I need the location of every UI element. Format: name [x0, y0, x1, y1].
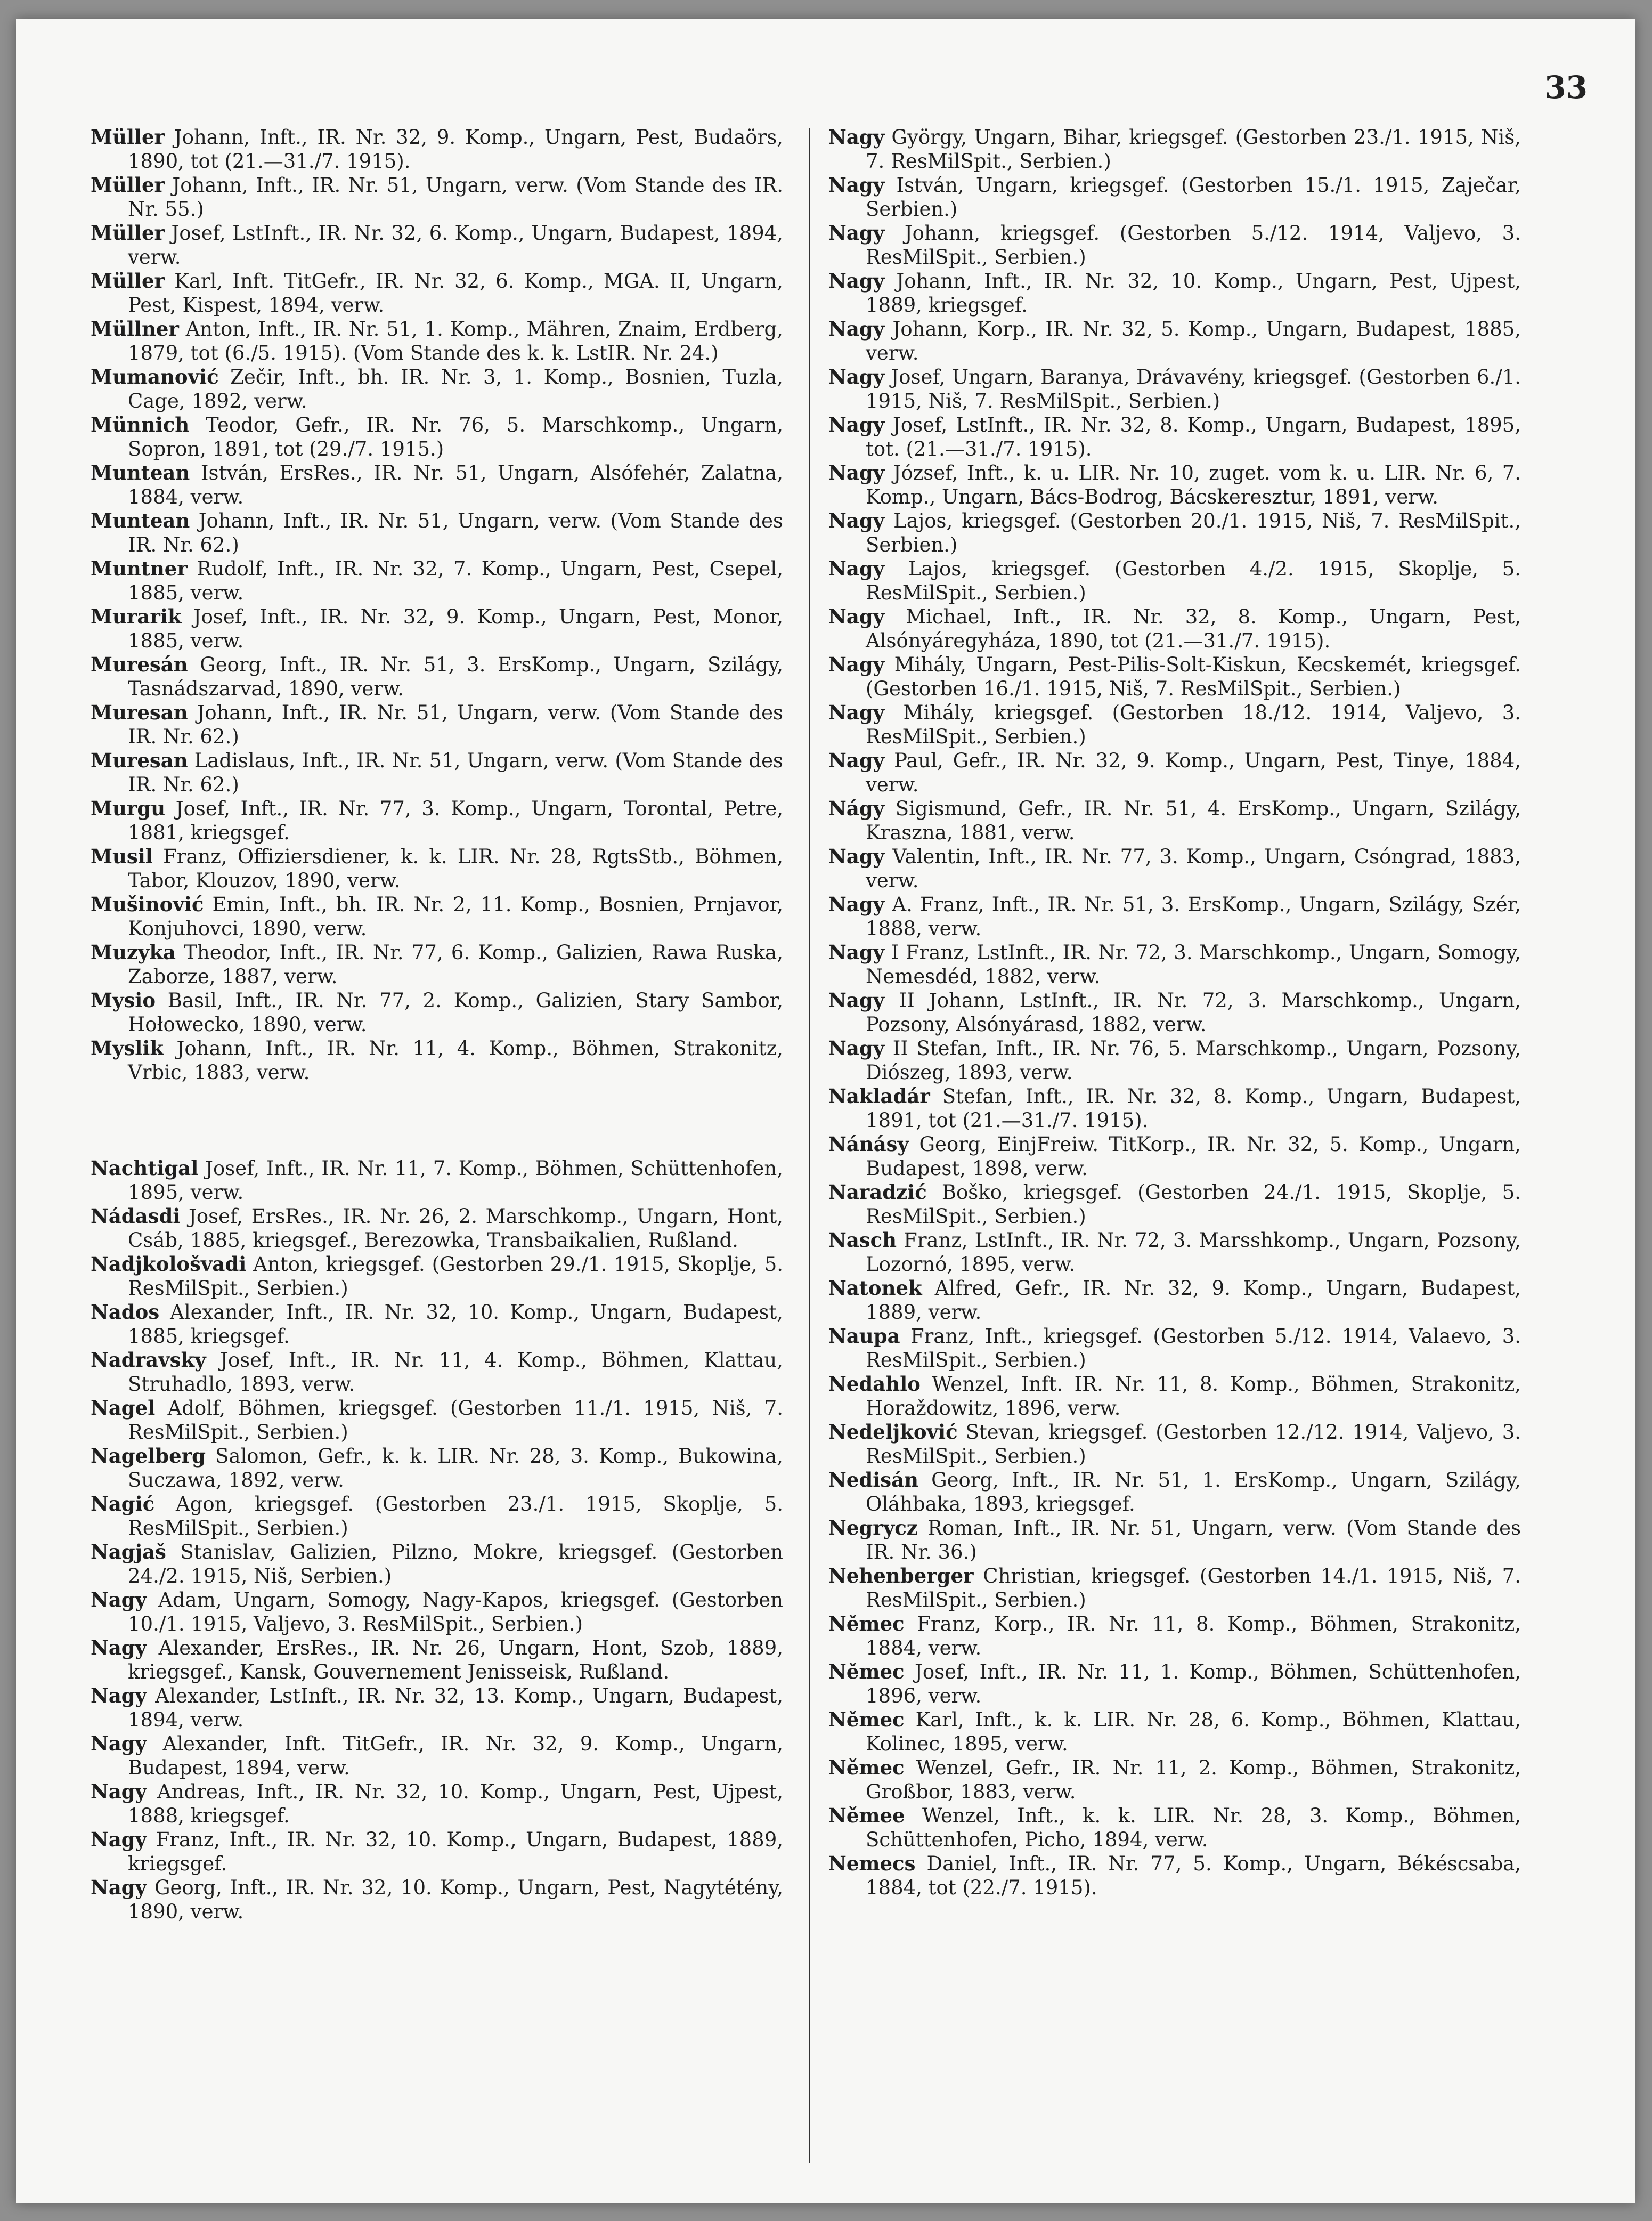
entry-surname: Müllner: [91, 317, 179, 341]
entry-details: Franz, Inft., kriegsgef. (Gestorben 5./12. 1914, Valaevo, 3. ResMilSpit., Serbien.): [866, 1325, 1521, 1372]
entry-details: II Stefan, Inft., IR. Nr. 76, 5. Marschkomp., Ungarn, Pozsony, Diószeg, 1893, verw.: [866, 1037, 1521, 1084]
entry-details: Alexander, LstInft., IR. Nr. 32, 13. Komp., Ungarn, Budapest, 1894, verw.: [128, 1684, 783, 1731]
entry-details: I Franz, LstInft., IR. Nr. 72, 3. Marschkomp., Ungarn, Somogy, Nemesdéd, 1882, verw.: [866, 941, 1521, 988]
entry-surname: Nagy: [828, 317, 885, 341]
entry-surname: Nagy: [828, 173, 885, 197]
entry-surname: Němec: [828, 1612, 905, 1635]
entry-surname: Müller: [91, 269, 165, 293]
entry-details: Franz, Inft., IR. Nr. 32, 10. Komp., Ungarn, Budapest, 1889, kriegsgef.: [128, 1828, 783, 1875]
entry-surname: Nemecs: [828, 1852, 916, 1875]
entry-details: A. Franz, Inft., IR. Nr. 51, 3. ErsKomp., Ungarn, Szilágy, Szér, 1888, verw.: [866, 893, 1521, 940]
entry-details: Georg, Inft., IR. Nr. 51, 1. ErsKomp., Ungarn, Szilágy, Oláhbaka, 1893, kriegsgef.: [866, 1469, 1521, 1515]
entry-surname: Naupa: [828, 1324, 900, 1348]
register-entry: [91, 365, 783, 413]
entry-surname: Nagy: [828, 941, 885, 964]
entry-details: Anton, kriegsgef. (Gestorben 29./1. 1915, Skoplje, 5. ResMilSpit., Serbien.): [128, 1253, 783, 1300]
entry-details: Zečir, Inft., bh. IR. Nr. 3, 1. Komp., Bosnien, Tuzla, Cage, 1892, verw.: [128, 366, 783, 412]
register-entry: [828, 893, 1521, 941]
register-entry: [828, 461, 1521, 509]
entry-details: József, Inft., k. u. LIR. Nr. 10, zuget. vom k. u. LIR. Nr. 6, 7. Komp., Ungarn, Bács-Bodrog, Bácskeresztur, 1891, verw.: [866, 461, 1521, 508]
entry-surname: Nagy: [91, 1828, 147, 1851]
entry-surname: Münnich: [91, 413, 190, 436]
entry-details: Valentin, Inft., IR. Nr. 77, 3. Komp., Ungarn, Csóngrad, 1883, verw.: [866, 845, 1521, 892]
section-gap: [91, 1084, 783, 1156]
register-entry: [91, 988, 783, 1036]
entry-details: Teodor, Gefr., IR. Nr. 76, 5. Marschkomp., Ungarn, Sopron, 1891, tot (29./7. 1915.): [128, 414, 784, 460]
register-entry: [91, 1876, 783, 1924]
page-number: 33: [1544, 69, 1588, 106]
register-entry: [828, 941, 1521, 988]
entry-surname: Nakladár: [828, 1084, 930, 1108]
entry-details: Wenzel, Inft. IR. Nr. 11, 8. Komp., Böhmen, Strakonitz, Horaždowitz, 1896, verw.: [866, 1373, 1521, 1420]
entry-details: Mihály, kriegsgef. (Gestorben 18./12. 1914, Valjevo, 3. ResMilSpit., Serbien.): [866, 701, 1521, 748]
entry-details: Christian, kriegsgef. (Gestorben 14./1. 1915, Niš, 7. ResMilSpit., Serbien.): [866, 1565, 1521, 1611]
entry-details: Daniel, Inft., IR. Nr. 77, 5. Komp., Ungarn, Békéscsaba, 1884, tot (22./7. 1915).: [866, 1852, 1521, 1899]
register-entry: [91, 221, 783, 269]
entry-details: Alexander, ErsRes., IR. Nr. 26, Ungarn, Hont, Szob, 1889, kriegsgef., Kansk, Gouvernement Jenisseisk, Rußland.: [128, 1636, 783, 1683]
entry-details: Adam, Ungarn, Somogy, Nagy-Kapos, kriegsgef. (Gestorben 10./1. 1915, Valjevo, 3. ResMilSpit., Serbien.): [128, 1588, 783, 1635]
register-entry: [828, 749, 1521, 797]
register-entry: [91, 845, 783, 893]
register-entry: [91, 269, 783, 317]
register-entry: [828, 221, 1521, 269]
register-entry: [828, 988, 1521, 1036]
entry-surname: Muresán: [91, 653, 188, 676]
left-column: [91, 125, 783, 1924]
register-entry: [828, 1180, 1521, 1228]
entry-surname: Nadravsky: [91, 1348, 206, 1372]
entry-surname: Muzyka: [91, 941, 176, 964]
entry-details: Lajos, kriegsgef. (Gestorben 4./2. 1915, Skoplje, 5. ResMilSpit., Serbien.): [866, 557, 1521, 604]
entry-surname: Nagy: [91, 1876, 147, 1899]
entry-details: II Johann, LstInft., IR. Nr. 72, 3. Marschkomp., Ungarn, Pozsony, Alsónyárasd, 1882, verw.: [866, 989, 1521, 1036]
entry-surname: Negrycz: [828, 1516, 918, 1539]
entry-surname: Nagy: [91, 1588, 147, 1611]
entry-details: Stefan, Inft., IR. Nr. 32, 8. Komp., Ungarn, Budapest, 1891, tot (21.—31./7. 1915).: [866, 1085, 1521, 1132]
entry-surname: Myslik: [91, 1036, 164, 1060]
entry-surname: Nasch: [828, 1228, 897, 1252]
register-entry: [91, 413, 783, 461]
entry-surname: Nagy: [91, 1780, 147, 1803]
register-entry: [91, 1732, 783, 1780]
entry-surname: Nagy: [91, 1636, 147, 1659]
entry-surname: Němee: [828, 1804, 905, 1827]
entry-surname: Nagy: [828, 269, 885, 293]
register-entry: [828, 1852, 1521, 1900]
entry-details: Josef, Inft., IR. Nr. 11, 1. Komp., Böhmen, Schüttenhofen, 1896, verw.: [866, 1660, 1521, 1707]
entry-details: Johann, Inft., IR. Nr. 51, Ungarn, verw. (Vom Stande des IR. Nr. 62.): [128, 701, 783, 748]
entry-surname: Nagy: [91, 1684, 147, 1707]
register-entry: [91, 1684, 783, 1732]
entry-surname: Nagy: [828, 893, 885, 916]
entry-surname: Muresan: [91, 701, 188, 724]
entry-details: Johann, Inft., IR. Nr. 11, 4. Komp., Böhmen, Strakonitz, Vrbic, 1883, verw.: [128, 1037, 783, 1084]
entry-surname: Muresan: [91, 749, 188, 772]
register-entry: [828, 269, 1521, 317]
register-entry: [91, 317, 783, 365]
entry-surname: Nedahlo: [828, 1372, 921, 1396]
entry-details: Stevan, kriegsgef. (Gestorben 12./12. 1914, Valjevo, 3. ResMilSpit., Serbien.): [866, 1421, 1521, 1468]
register-entry: [828, 797, 1521, 845]
entry-details: Josef, Ungarn, Baranya, Drávavény, kriegsgef. (Gestorben 6./1. 1915, Niš, 7. ResMilSpit., Serbien.): [866, 366, 1521, 412]
entry-surname: Nánásy: [828, 1132, 909, 1156]
entry-surname: Nagy: [828, 557, 885, 580]
entry-surname: Nachtigal: [91, 1156, 199, 1180]
entry-details: Adolf, Böhmen, kriegsgef. (Gestorben 11./1. 1915, Niš, 7. ResMilSpit., Serbien.): [128, 1397, 783, 1444]
entry-surname: Němec: [828, 1708, 905, 1731]
entry-details: Michael, Inft., IR. Nr. 32, 8. Komp., Ungarn, Pest, Alsónyáregyháza, 1890, tot (21.—31./7. 1915).: [866, 605, 1521, 652]
register-entry: [828, 365, 1521, 413]
entry-surname: Nagy: [828, 125, 885, 149]
entry-details: Ladislaus, Inft., IR. Nr. 51, Ungarn, verw. (Vom Stande des IR. Nr. 62.): [128, 749, 784, 796]
right-column: [828, 125, 1521, 1900]
entry-details: Josef, Inft., IR. Nr. 77, 3. Komp., Ungarn, Torontal, Petre, 1881, kriegsgef.: [128, 797, 783, 844]
entry-details: Josef, LstInft., IR. Nr. 32, 8. Komp., Ungarn, Budapest, 1895, tot. (21.—31./7. 1915).: [866, 414, 1521, 460]
entry-details: Johann, Inft., IR. Nr. 51, Ungarn, verw. (Vom Stande des IR. Nr. 55.): [128, 174, 783, 221]
entry-surname: Nagelberg: [91, 1444, 206, 1468]
entry-details: Lajos, kriegsgef. (Gestorben 20./1. 1915, Niš, 7. ResMilSpit., Serbien.): [866, 509, 1521, 556]
entry-details: Agon, kriegsgef. (Gestorben 23./1. 1915, Skoplje, 5. ResMilSpit., Serbien.): [128, 1493, 784, 1539]
register-entry: [828, 125, 1521, 173]
register-entry: [91, 1300, 783, 1348]
register-entry: [91, 605, 783, 653]
register-entry: [91, 1492, 783, 1540]
entry-details: Johann, Inft., IR. Nr. 51, Ungarn, verw. (Vom Stande des IR. Nr. 62.): [128, 509, 784, 556]
entry-details: Johann, kriegsgef. (Gestorben 5./12. 1914, Valjevo, 3. ResMilSpit., Serbien.): [866, 222, 1521, 269]
register-entry: [91, 1252, 783, 1300]
entry-surname: Nagy: [91, 1732, 147, 1755]
register-entry: [91, 173, 783, 221]
register-entry: [91, 1348, 783, 1396]
entry-surname: Nagić: [91, 1492, 155, 1515]
entry-surname: Nagjaš: [91, 1540, 166, 1563]
entry-details: Wenzel, Inft., k. k. LIR. Nr. 28, 3. Komp., Böhmen, Schüttenhofen, Picho, 1894, verw.: [866, 1804, 1521, 1851]
entry-surname: Nagy: [828, 221, 885, 245]
register-entry: [828, 701, 1521, 749]
register-entry: [828, 1804, 1521, 1852]
entry-surname: Murgu: [91, 797, 166, 820]
register-entry: [828, 1324, 1521, 1372]
entry-details: Josef, Inft., IR. Nr. 11, 7. Komp., Böhmen, Schüttenhofen, 1895, verw.: [128, 1157, 784, 1204]
entry-details: Alfred, Gefr., IR. Nr. 32, 9. Komp., Ungarn, Budapest, 1889, verw.: [866, 1277, 1521, 1324]
register-entry: [828, 1084, 1521, 1132]
entry-surname: Murarik: [91, 605, 182, 628]
register-entry: [828, 557, 1521, 605]
entry-details: Theodor, Inft., IR. Nr. 77, 6. Komp., Galizien, Rawa Ruska, Zaborze, 1887, verw.: [128, 941, 783, 988]
entry-surname: Nagel: [91, 1396, 156, 1420]
column-divider: [809, 128, 810, 2163]
entry-surname: Müller: [91, 173, 165, 197]
entry-surname: Nagy: [828, 988, 885, 1012]
register-entry: [828, 1660, 1521, 1708]
entry-details: Georg, Inft., IR. Nr. 32, 10. Komp., Ungarn, Pest, Nagytétény, 1890, verw.: [128, 1876, 783, 1923]
register-entry: [828, 1468, 1521, 1516]
entry-details: Wenzel, Gefr., IR. Nr. 11, 2. Komp., Böhmen, Strakonitz, Großbor, 1883, verw.: [866, 1756, 1521, 1803]
entry-details: Johann, Inft., IR. Nr. 32, 9. Komp., Ungarn, Pest, Budaörs, 1890, tot (21.—31./7. 1915).: [128, 126, 783, 173]
entry-surname: Naradzić: [828, 1180, 927, 1204]
register-entry: [828, 1564, 1521, 1612]
entry-details: Basil, Inft., IR. Nr. 77, 2. Komp., Galizien, Stary Sambor, Hołowecko, 1890, verw.: [128, 989, 783, 1036]
register-entry: [91, 125, 783, 173]
register-entry: [91, 797, 783, 845]
entry-surname: Nágy: [828, 797, 885, 820]
right-entries: [828, 125, 1521, 1900]
entry-details: Sigismund, Gefr., IR. Nr. 51, 4. ErsKomp., Ungarn, Szilágy, Kraszna, 1881, verw.: [866, 797, 1521, 844]
register-entry: [91, 941, 783, 988]
entry-details: Boško, kriegsgef. (Gestorben 24./1. 1915, Skoplje, 5. ResMilSpit., Serbien.): [866, 1181, 1521, 1228]
register-entry: [828, 605, 1521, 653]
entry-surname: Muntner: [91, 557, 188, 580]
entry-surname: Nagy: [828, 461, 885, 484]
entry-surname: Muntean: [91, 509, 190, 532]
left-entries-n: [91, 1156, 783, 1924]
entry-surname: Nagy: [828, 509, 885, 532]
register-entry: [828, 1372, 1521, 1420]
register-entry: [828, 1756, 1521, 1804]
entry-surname: Nagy: [828, 365, 885, 388]
entry-surname: Nagy: [828, 749, 885, 772]
register-entry: [91, 557, 783, 605]
register-entry: [91, 749, 783, 797]
entry-details: Franz, LstInft., IR. Nr. 72, 3. Marsshkomp., Ungarn, Pozsony, Lozornó, 1895, verw.: [866, 1229, 1521, 1276]
entry-details: Franz, Offiziersdiener, k. k. LIR. Nr. 28, RgtsStb., Böhmen, Tabor, Klouzov, 1890, verw.: [128, 845, 783, 892]
document-page: [16, 19, 1635, 2203]
entry-details: Josef, ErsRes., IR. Nr. 26, 2. Marschkomp., Ungarn, Hont, Csáb, 1885, kriegsgef., Berezowka, Transbaikalien, Rußland.: [128, 1205, 783, 1252]
register-entry: [91, 701, 783, 749]
entry-details: Alexander, Inft., IR. Nr. 32, 10. Komp., Ungarn, Budapest, 1885, kriegsgef.: [128, 1301, 784, 1348]
entry-details: Johann, Inft., IR. Nr. 32, 10. Komp., Ungarn, Pest, Ujpest, 1889, kriegsgef.: [866, 270, 1521, 317]
entry-surname: Mušinović: [91, 893, 204, 916]
register-entry: [828, 1420, 1521, 1468]
entry-surname: Mysio: [91, 988, 156, 1012]
entry-surname: Natonek: [828, 1276, 922, 1300]
register-entry: [91, 1540, 783, 1588]
register-entry: [91, 1156, 783, 1204]
entry-details: György, Ungarn, Bihar, kriegsgef. (Gestorben 23./1. 1915, Niš, 7. ResMilSpit., Serbien.): [866, 126, 1521, 173]
entry-surname: Nagy: [828, 701, 885, 724]
entry-details: Roman, Inft., IR. Nr. 51, Ungarn, verw. (Vom Stande des IR. Nr. 36.): [866, 1517, 1521, 1563]
entry-surname: Nagy: [828, 413, 885, 436]
entry-details: Rudolf, Inft., IR. Nr. 32, 7. Komp., Ungarn, Pest, Csepel, 1885, verw.: [128, 557, 783, 604]
register-entry: [828, 173, 1521, 221]
register-entry: [91, 1396, 783, 1444]
entry-surname: Nados: [91, 1300, 160, 1324]
register-entry: [91, 461, 783, 509]
entry-details: Josef, LstInft., IR. Nr. 32, 6. Komp., Ungarn, Budapest, 1894, verw.: [128, 222, 783, 269]
entry-details: Emin, Inft., bh. IR. Nr. 2, 11. Komp., Bosnien, Prnjavor, Konjuhovci, 1890, verw.: [128, 893, 784, 940]
entry-details: Johann, Korp., IR. Nr. 32, 5. Komp., Ungarn, Budapest, 1885, verw.: [866, 318, 1521, 364]
entry-surname: Nagy: [828, 845, 885, 868]
register-entry: [828, 413, 1521, 461]
entry-details: Josef, Inft., IR. Nr. 11, 4. Komp., Böhmen, Klattau, Struhadlo, 1893, verw.: [128, 1349, 783, 1396]
entry-surname: Nadjkološvadi: [91, 1252, 247, 1276]
register-entry: [91, 1828, 783, 1876]
register-entry: [91, 1204, 783, 1252]
register-entry: [828, 845, 1521, 893]
register-entry: [91, 893, 783, 941]
entry-details: Anton, Inft., IR. Nr. 51, 1. Komp., Mähren, Znaim, Erdberg, 1879, tot (6./5. 1915). (Vom Stande des k. k. LstIR. Nr. 24.): [128, 318, 784, 364]
entry-surname: Nedisán: [828, 1468, 918, 1492]
register-entry: [91, 509, 783, 557]
register-entry: [828, 653, 1521, 701]
entry-details: Georg, Inft., IR. Nr. 51, 3. ErsKomp., Ungarn, Szilágy, Tasnádszarvad, 1890, verw.: [128, 653, 783, 700]
entry-surname: Nádasdi: [91, 1204, 181, 1228]
entry-details: Karl, Inft. TitGefr., IR. Nr. 32, 6. Komp., MGA. II, Ungarn, Pest, Kispest, 1894, verw.: [128, 270, 784, 317]
entry-surname: Němec: [828, 1660, 905, 1683]
entry-surname: Němec: [828, 1756, 905, 1779]
register-entry: [91, 1588, 783, 1636]
entry-details: Paul, Gefr., IR. Nr. 32, 9. Komp., Ungarn, Pest, Tinye, 1884, verw.: [866, 749, 1521, 796]
register-entry: [828, 509, 1521, 557]
entry-surname: Nehenberger: [828, 1564, 974, 1587]
entry-surname: Nedeljković: [828, 1420, 958, 1444]
register-entry: [828, 1708, 1521, 1756]
entry-details: Georg, EinjFreiw. TitKorp., IR. Nr. 32, 5. Komp., Ungarn, Budapest, 1898, verw.: [866, 1133, 1521, 1180]
entry-surname: Nagy: [828, 653, 885, 676]
register-entry: [828, 1228, 1521, 1276]
left-entries-m: [91, 125, 783, 1084]
entry-surname: Muntean: [91, 461, 190, 484]
entry-surname: Mumanović: [91, 365, 219, 388]
entry-surname: Musil: [91, 845, 153, 868]
register-entry: [91, 1036, 783, 1084]
register-entry: [828, 1276, 1521, 1324]
entry-details: Salomon, Gefr., k. k. LIR. Nr. 28, 3. Komp., Bukowina, Suczawa, 1892, verw.: [128, 1445, 783, 1492]
register-entry: [828, 1612, 1521, 1660]
register-entry: [828, 1132, 1521, 1180]
register-entry: [828, 317, 1521, 365]
entry-surname: Müller: [91, 221, 165, 245]
entry-details: Andreas, Inft., IR. Nr. 32, 10. Komp., Ungarn, Pest, Ujpest, 1888, kriegsgef.: [128, 1780, 784, 1827]
entry-details: Stanislav, Galizien, Pilzno, Mokre, kriegsgef. (Gestorben 24./2. 1915, Niš, Serbien.): [128, 1541, 783, 1587]
entry-details: Karl, Inft., k. k. LIR. Nr. 28, 6. Komp., Böhmen, Klattau, Kolinec, 1895, verw.: [866, 1708, 1521, 1755]
register-entry: [91, 1780, 783, 1828]
register-entry: [828, 1036, 1521, 1084]
entry-details: István, ErsRes., IR. Nr. 51, Ungarn, Alsófehér, Zalatna, 1884, verw.: [128, 461, 783, 508]
register-entry: [91, 1444, 783, 1492]
register-entry: [91, 1636, 783, 1684]
register-entry: [91, 653, 783, 701]
entry-details: Josef, Inft., IR. Nr. 32, 9. Komp., Ungarn, Pest, Monor, 1885, verw.: [128, 605, 784, 652]
entry-surname: Nagy: [828, 1036, 885, 1060]
entry-details: Alexander, Inft. TitGefr., IR. Nr. 32, 9. Komp., Ungarn, Budapest, 1894, verw.: [128, 1732, 784, 1779]
entry-details: Mihály, Ungarn, Pest-Pilis-Solt-Kiskun, Kecskemét, kriegsgef. (Gestorben 16./1. 1915, Niš, 7. ResMilSpit., Serbien.): [866, 653, 1521, 700]
entry-surname: Nagy: [828, 605, 885, 628]
entry-details: Franz, Korp., IR. Nr. 11, 8. Komp., Böhmen, Strakonitz, 1884, verw.: [866, 1612, 1521, 1659]
register-entry: [828, 1516, 1521, 1564]
entry-surname: Müller: [91, 125, 165, 149]
entry-details: István, Ungarn, kriegsgef. (Gestorben 15./1. 1915, Zaječar, Serbien.): [866, 174, 1521, 221]
